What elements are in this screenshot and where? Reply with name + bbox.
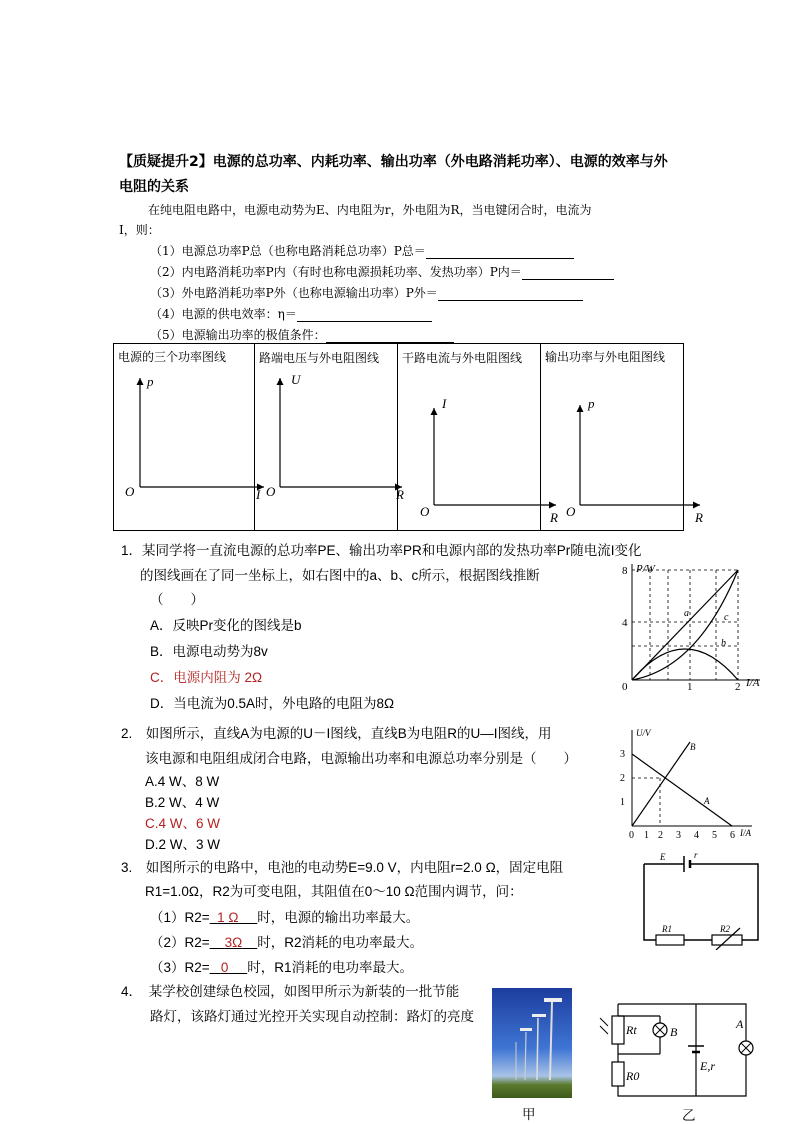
item-3: （3）外电路消耗功率P外（也称电源输出功率）P外＝	[150, 284, 583, 301]
item-5: （5）电源输出功率的极值条件：	[150, 326, 454, 343]
q1-option-b: B．电源电动势为8v	[150, 644, 268, 659]
q4-stem-line2: 路灯，该路灯通过光控开关实现自动控制：路灯的亮度	[150, 1009, 474, 1024]
q2-graph	[614, 726, 764, 842]
q2-graph-xlabel: I/A	[740, 828, 751, 838]
q2-graph-ylabel: U/V	[636, 728, 651, 738]
q1-curve-label: a	[684, 608, 689, 619]
q1-graph-xtick: 1	[687, 681, 693, 693]
q3-sub3: （3）R2= 0 时，R1消耗的电功率最大。	[150, 960, 413, 975]
cell-header: 电源的三个功率图线	[118, 350, 227, 364]
axis-x-label: R	[550, 510, 558, 525]
q2-option-b: B.2 W、4 W	[145, 795, 220, 810]
axis-origin: O	[125, 484, 135, 499]
q3-sub2: （2）R2= 3Ω 时，R2消耗的电功率最大。	[150, 935, 424, 950]
q1-stem-line2: 的图线画在了同一坐标上，如右图中的a、b、c所示，根据图线推断	[140, 568, 540, 583]
axis-x-label: R	[695, 510, 703, 525]
q3-circuit-R1: R1	[662, 924, 672, 934]
intro-line1: 在纯电阻电路中，电源电动势为E、内电阻为r，外电阻为R，当电键闭合时，电流为	[148, 203, 592, 217]
q2-graph-ytick: 2	[620, 773, 625, 784]
axis-origin: O	[266, 484, 276, 499]
q1-graph-ytick: 8	[622, 565, 628, 577]
q4-circuit-A: A	[736, 1017, 744, 1031]
q3-answer-2: 3Ω	[224, 935, 243, 950]
axis-y-label: p	[147, 374, 154, 389]
q1-curve-label: c	[724, 612, 729, 623]
q4-stem-line1: 4． 某学校创建绿色校园，如图甲所示为新装的一批节能	[121, 984, 460, 999]
q2-graph-xtick: 2	[658, 830, 663, 841]
q1-graph-ylabel: P/W	[636, 563, 655, 575]
q1-option-c: C．电源内阻为 2Ω	[150, 670, 263, 685]
q4-circuit-Er: E,r	[700, 1059, 715, 1073]
q1-graph-origin: 0	[622, 681, 628, 693]
axis-origin: O	[420, 504, 430, 519]
q1-graph-xtick: 2	[735, 681, 741, 693]
q2-graph-xtick: 1	[644, 830, 649, 841]
q4-circuit-B: B	[670, 1025, 678, 1039]
q1-curve-label: b	[721, 638, 726, 649]
cell-header: 输出功率与外电阻图线	[545, 350, 666, 364]
q2-graph-xtick: 5	[712, 830, 717, 841]
q3-answer-1: 1 Ω	[217, 910, 239, 925]
axis-origin: O	[566, 504, 576, 519]
q1-graph	[618, 558, 778, 693]
q2-stem-line1: 2. 如图所示，直线A为电源的U－I图线，直线B为电阻R的U—I图线，用	[121, 726, 552, 741]
intro-line2: I，则：	[119, 223, 160, 237]
section-title-line2: 电阻的关系	[119, 179, 189, 195]
q3-circuit-E: E	[660, 852, 666, 862]
q2-option-d: D.2 W、3 W	[145, 837, 221, 852]
q2-stem-line2: 该电源和电阻组成闭合电路，电源输出功率和电源总功率分别是（ ）	[145, 751, 577, 766]
q2-graph-ytick: 1	[620, 797, 625, 808]
item-1: （1）电源总功率P总（也称电路消耗总功率）P总＝	[150, 242, 574, 259]
axis-x-label: R	[396, 487, 404, 502]
section-title-line1: 【质疑提升2】电源的总功率、内耗功率、输出功率（外电路消耗功率）、电源的效率与外	[119, 154, 668, 170]
cell-header: 干路电流与外电阻图线	[402, 351, 523, 365]
street-light-photo	[492, 988, 572, 1098]
q3-answer-3: 0	[220, 960, 229, 975]
q2-graph-xtick: 3	[676, 830, 681, 841]
q4-caption-yi: 乙	[682, 1108, 696, 1123]
q2-graph-xtick: 6	[730, 830, 735, 841]
q1-graph-ytick: 4	[622, 617, 628, 629]
q2-option-a: A.4 W、8 W	[145, 774, 220, 789]
q3-sub1: （1）R2= 1 Ω 时，电源的输出功率最大。	[150, 910, 420, 925]
q4-circuit-Rt: Rt	[626, 1023, 637, 1037]
axis-y-label: I	[442, 396, 447, 411]
q1-stem-line1: 1．某同学将一直流电源的总功率PE、输出功率PR和电源内部的发热功率Pr随电流I变化	[121, 543, 642, 558]
cell-header: 路端电压与外电阻图线	[259, 351, 380, 365]
q1-paren: （ ）	[150, 592, 204, 607]
axis-x-label: I	[256, 487, 261, 502]
q4-caption-jia: 甲	[522, 1107, 536, 1122]
q4-circuit	[596, 996, 766, 1100]
q4-circuit-R0: R0	[626, 1069, 640, 1083]
q2-option-c: C.4 W、6 W	[145, 816, 221, 831]
axis-y-label: p	[588, 396, 595, 411]
q2-graph-xtick: 0	[629, 830, 634, 841]
q2-graph-ytick: 3	[620, 749, 625, 760]
item-2: （2）内电路消耗功率P内（有时也称电源损耗功率、发热功率）P内＝	[150, 263, 614, 280]
axis-y-label: U	[291, 372, 301, 387]
q3-circuit-r: r	[694, 850, 698, 860]
q2-line-label: B	[690, 742, 696, 752]
q3-stem-line1: 3. 如图所示的电路中，电池的电动势E=9.0 V，内电阻r=2.0 Ω，固定电阻	[121, 860, 564, 875]
q3-circuit-R2: R2	[720, 924, 730, 934]
q1-option-d: D．当电流为0.5A时，外电路的电阻为8Ω	[150, 696, 395, 711]
item-4: （4）电源的供电效率：η＝	[150, 305, 432, 322]
q1-graph-xlabel: I/A	[746, 677, 760, 689]
q3-stem-line2: R1=1.0Ω，R2为可变电阻，其阻值在0～10 Ω范围内调节，问：	[145, 884, 523, 899]
q1-option-a: A．反映Pr变化的图线是b	[150, 618, 302, 633]
q3-circuit	[638, 850, 768, 950]
q2-line-label: A	[704, 796, 710, 806]
q2-graph-xtick: 4	[694, 830, 699, 841]
